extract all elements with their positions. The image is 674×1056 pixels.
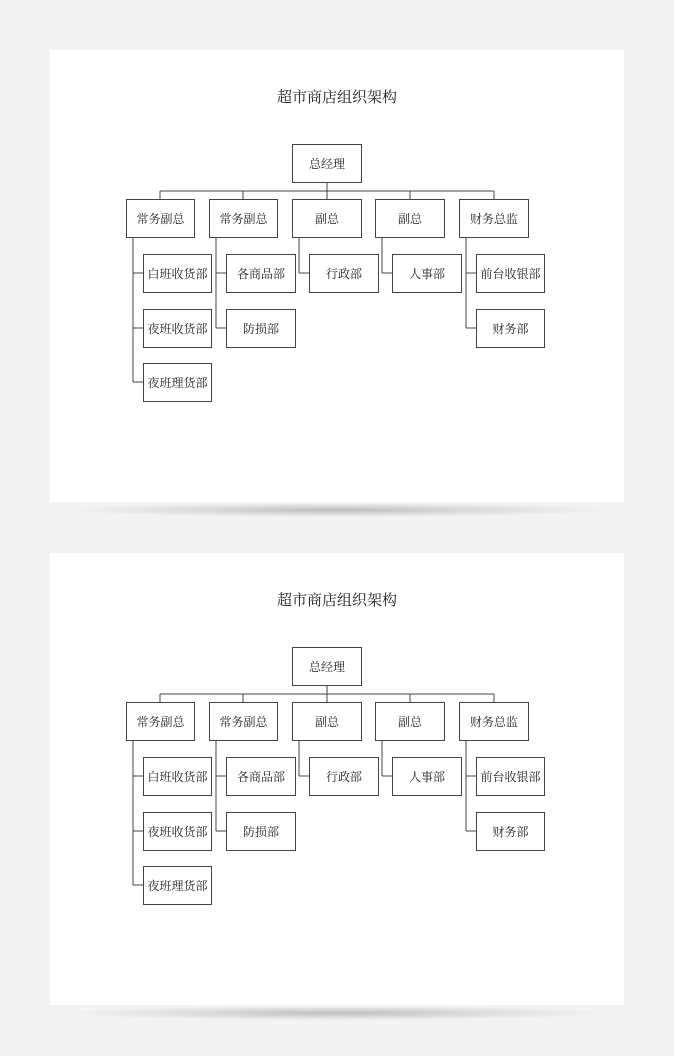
node-sub-3-1: 行政部 bbox=[309, 757, 379, 796]
node-dept-5: 财务总监 bbox=[459, 199, 529, 238]
node-sub-1-3: 夜班理货部 bbox=[143, 866, 212, 905]
card-shadow bbox=[70, 1006, 604, 1020]
node-dept-1: 常务副总 bbox=[126, 702, 195, 741]
node-general-manager: 总经理 bbox=[292, 647, 362, 686]
node-sub-1-1: 白班收货部 bbox=[143, 757, 212, 796]
node-sub-1-2: 夜班收货部 bbox=[143, 812, 212, 851]
node-sub-2-2: 防损部 bbox=[226, 309, 296, 348]
node-dept-1: 常务副总 bbox=[126, 199, 195, 238]
card-shadow bbox=[70, 503, 604, 517]
node-general-manager: 总经理 bbox=[292, 144, 362, 183]
node-dept-4: 副总 bbox=[375, 199, 445, 238]
node-sub-5-1: 前台收银部 bbox=[476, 757, 545, 796]
node-sub-5-2: 财务部 bbox=[476, 812, 545, 851]
node-sub-1-3: 夜班理货部 bbox=[143, 363, 212, 402]
org-chart-card-1 bbox=[50, 50, 624, 502]
node-sub-2-1: 各商品部 bbox=[226, 757, 296, 796]
node-sub-2-1: 各商品部 bbox=[226, 254, 296, 293]
node-sub-1-2: 夜班收货部 bbox=[143, 309, 212, 348]
node-dept-3: 副总 bbox=[292, 702, 362, 741]
node-sub-5-2: 财务部 bbox=[476, 309, 545, 348]
node-sub-3-1: 行政部 bbox=[309, 254, 379, 293]
chart-title: 超市商店组织架构 bbox=[276, 591, 397, 609]
org-chart-card-2 bbox=[50, 553, 624, 1005]
node-dept-5: 财务总监 bbox=[459, 702, 529, 741]
node-dept-2: 常务副总 bbox=[209, 702, 278, 741]
node-sub-4-1: 人事部 bbox=[392, 254, 462, 293]
chart-title: 超市商店组织架构 bbox=[276, 88, 397, 106]
node-sub-2-2: 防损部 bbox=[226, 812, 296, 851]
node-dept-2: 常务副总 bbox=[209, 199, 278, 238]
node-dept-3: 副总 bbox=[292, 199, 362, 238]
node-sub-4-1: 人事部 bbox=[392, 757, 462, 796]
node-dept-4: 副总 bbox=[375, 702, 445, 741]
node-sub-1-1: 白班收货部 bbox=[143, 254, 212, 293]
node-sub-5-1: 前台收银部 bbox=[476, 254, 545, 293]
